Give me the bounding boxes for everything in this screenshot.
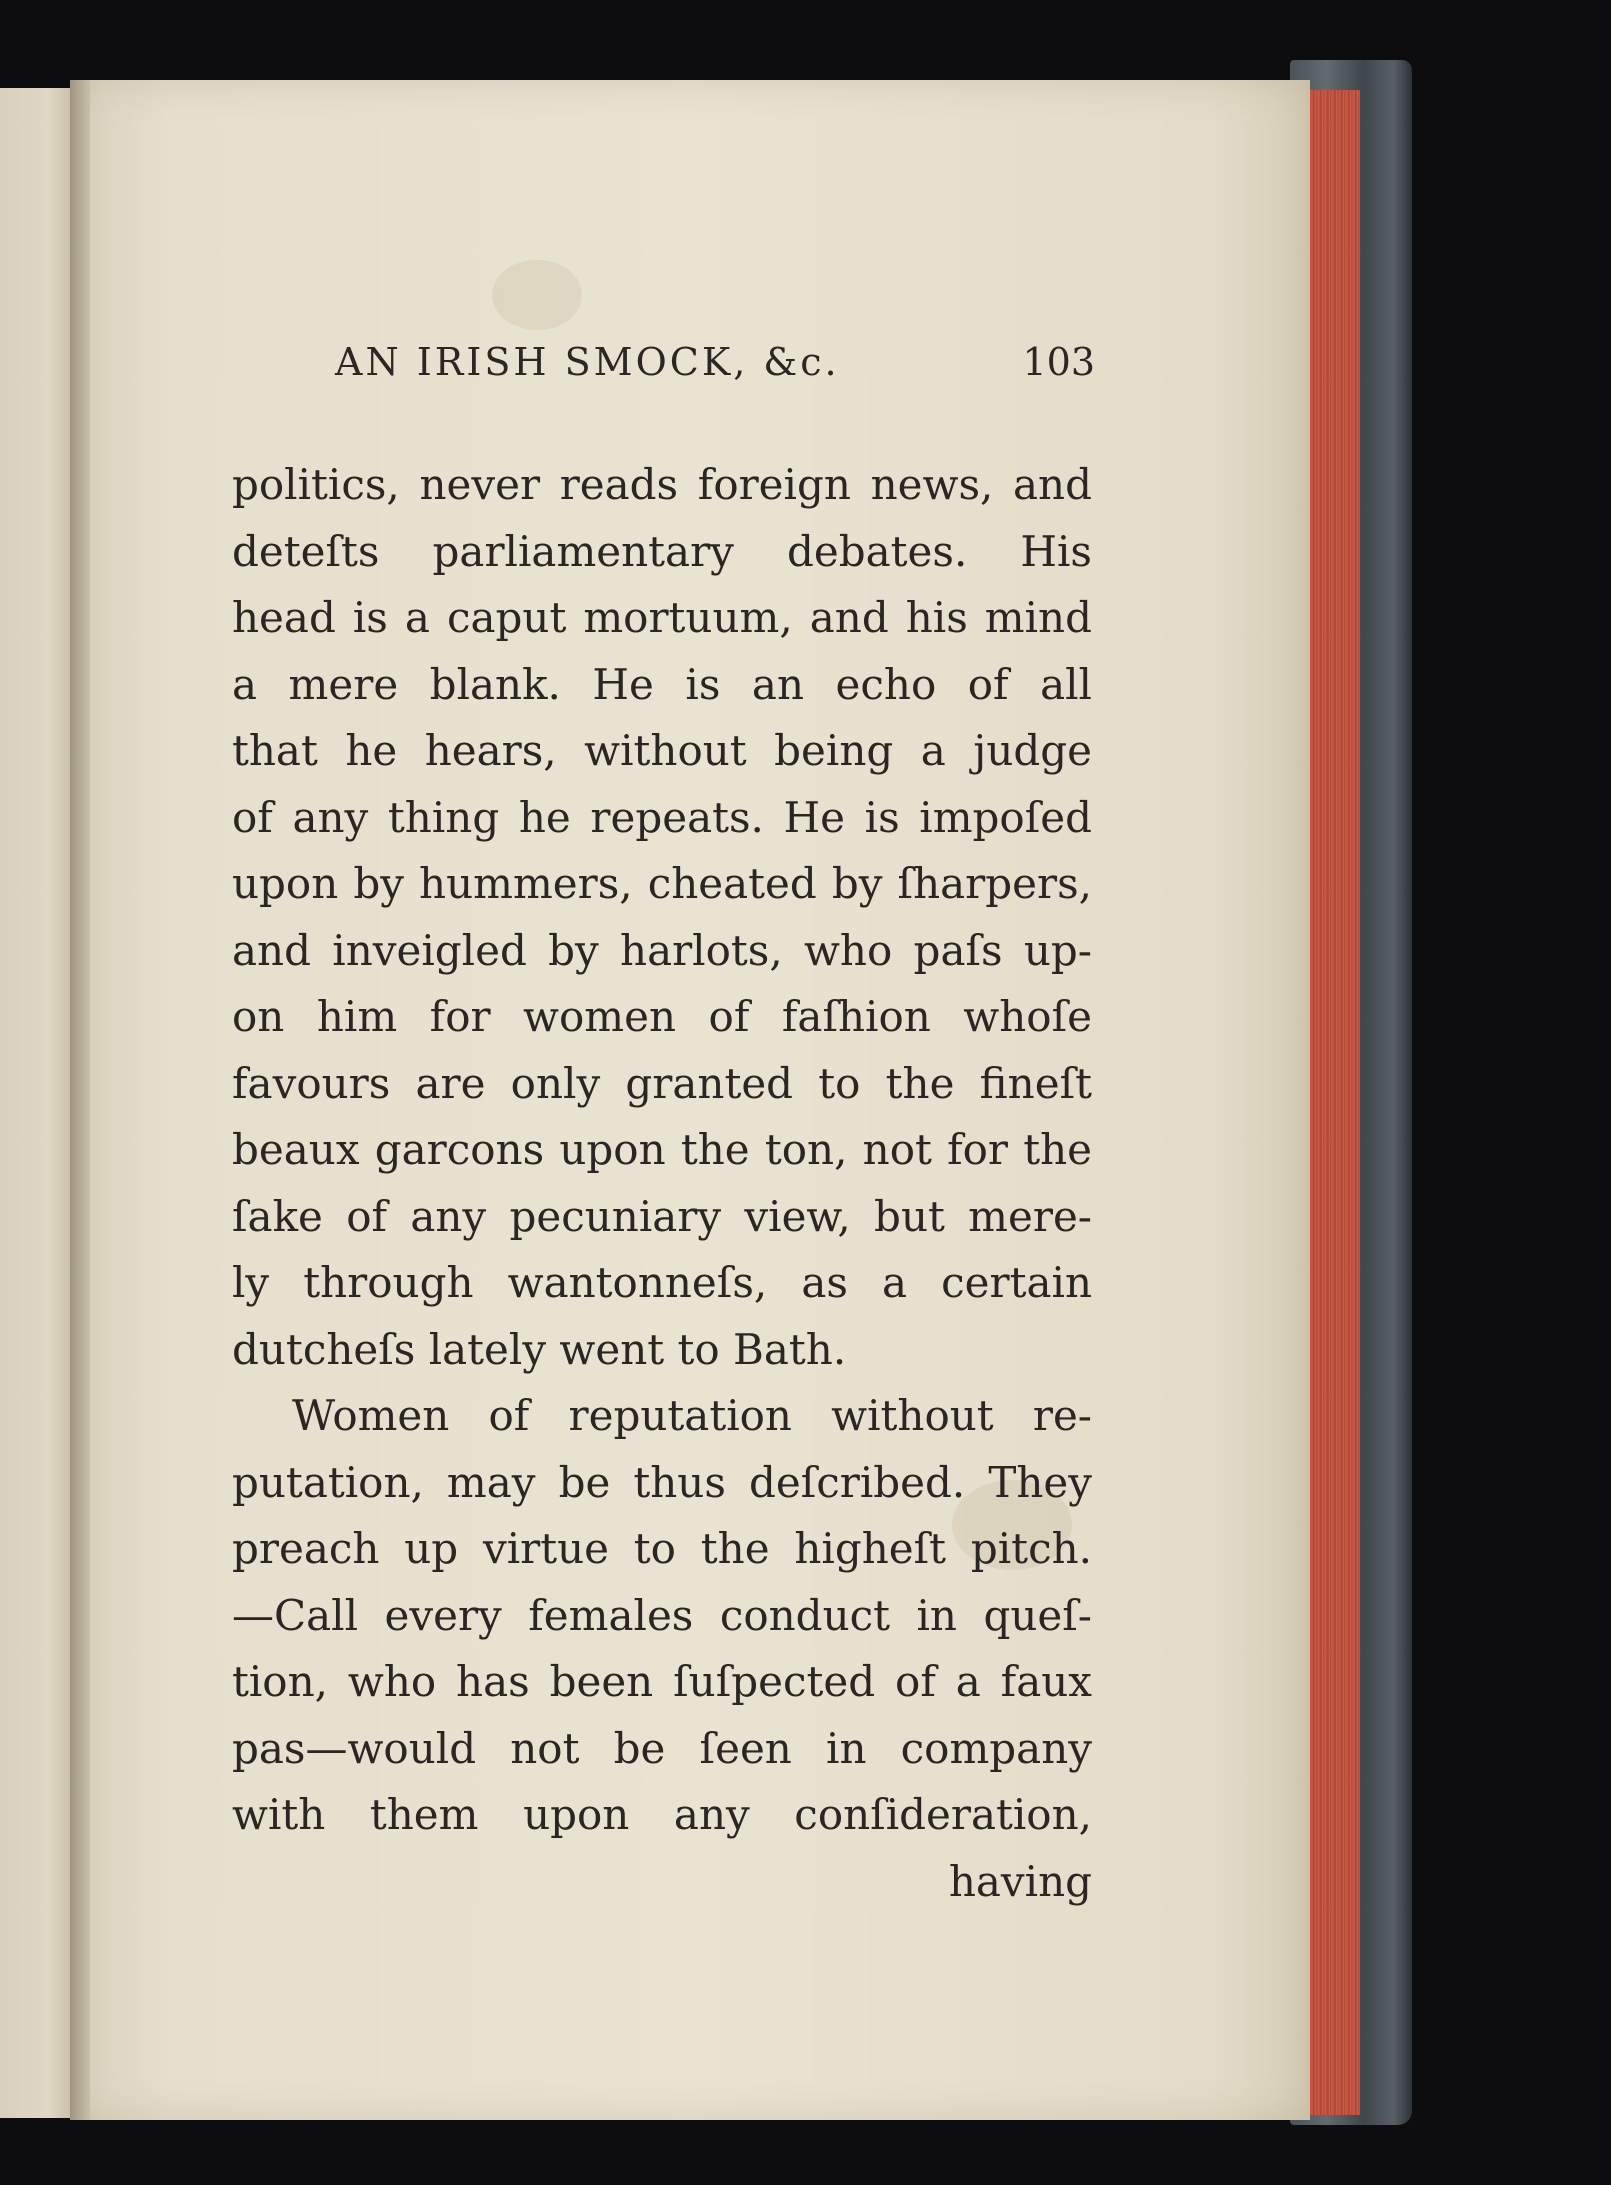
foxing-spot: [492, 260, 582, 330]
text-line: preach up virtue to the higheſt pitch.: [232, 1524, 1092, 1573]
text-line: —Call every females conduct in queſ-: [232, 1590, 1092, 1640]
text-line: putation, may be thus deſcribed. They: [232, 1457, 1092, 1507]
body-text: [232, 452, 1092, 1915]
text-line: deteſts parliamentary debates. His: [232, 526, 1092, 576]
text-line: beaux garcons upon the ton, not for the: [232, 1125, 1092, 1174]
text-line: of any thing he repeats. He is impoſed: [232, 792, 1092, 842]
paragraph-end-line: dutcheſs lately went to Bath.: [232, 1324, 847, 1374]
catchword: having: [948, 1856, 1092, 1906]
text-line: on him for women of faſhion whoſe: [232, 992, 1092, 1041]
facing-page-edge: [0, 88, 80, 2118]
text-line: ſake of any pecuniary view, but mere-: [232, 1191, 1092, 1241]
text-line: with them upon any conſideration,: [232, 1790, 1092, 1839]
book-gutter: [70, 80, 90, 2120]
text-line: politics, never reads foreign news, and: [232, 460, 1092, 509]
page-number: 103: [1022, 340, 1095, 384]
page-header: [335, 340, 1095, 400]
text-line: that he hears, without being a judge: [232, 726, 1092, 775]
text-line: head is a caput mortuum, and his mind: [232, 593, 1092, 642]
text-line: a mere blank. He is an echo of all: [232, 659, 1092, 709]
text-line: and inveigled by harlots, who paſs up-: [232, 925, 1092, 975]
text-line: ly through wantonneſs, as a certain: [232, 1258, 1092, 1307]
red-page-edges: [1302, 90, 1360, 2115]
text-line: favours are only granted to the fineſt: [232, 1058, 1092, 1108]
running-head: AN IRISH SMOCK, &c.: [335, 340, 840, 384]
text-line: upon by hummers, cheated by ſharpers,: [232, 859, 1092, 908]
text-line: Women of reputation without re-: [292, 1391, 1092, 1440]
text-line: pas—would not be ſeen in company: [232, 1723, 1092, 1773]
text-line: tion, who has been ſuſpected of a faux: [232, 1657, 1092, 1706]
